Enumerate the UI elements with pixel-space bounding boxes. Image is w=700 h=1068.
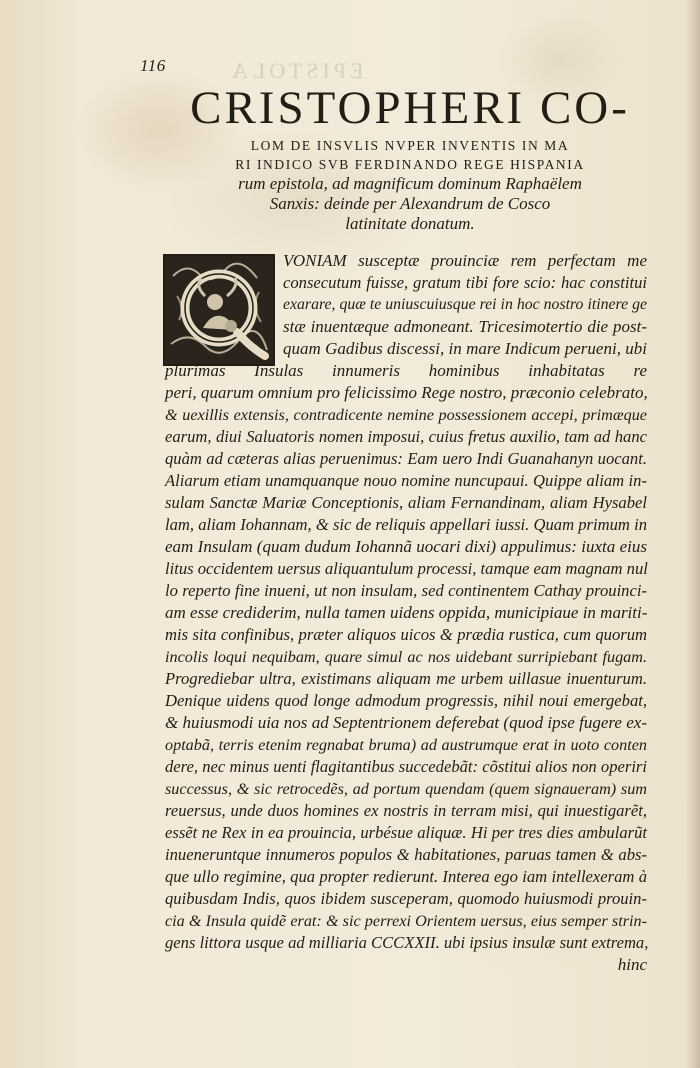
- text-line: cia & Insula quidẽ erat: & sic perrexi Orientem uersus, eius semper strin-: [165, 912, 647, 930]
- title-smallcaps-line: RI INDICO SVB FERDINANDO REGE HISPANIA: [235, 157, 585, 172]
- text-line: mis sita confinibus, præter aliquos uicos & prædia rustica, cum quorum: [165, 625, 647, 644]
- text-line: VONIAM susceptæ prouinciæ rem perfectam me: [283, 251, 647, 270]
- title-italic-line: latinitate donatum.: [345, 214, 475, 233]
- decorated-initial-q-woodcut: [163, 254, 275, 366]
- text-line: dere, nec minus uenti flagitantibus succedebãt: cõstitui alios non operiri: [165, 757, 647, 776]
- text-line: quàm ad cæteras alias peruenimus: Eam uero Indi Guanahanyn uocant.: [165, 449, 647, 468]
- text-line: successus, & sic retrocedẽs, ad portum quendam (quem signaueram) sum: [165, 780, 647, 798]
- text-line: & huiusmodi uia nos ad Septentrionem deferebat (quod ipse fugere ex-: [165, 713, 647, 732]
- text-line: & uexillis extensis, contradicente nemine possessionem accepi, primæque: [165, 406, 647, 424]
- catchword: hinc: [617, 955, 647, 974]
- text-line: sulam Sanctæ Mariæ Conceptionis, aliam Fernandinam, aliam Hysabel: [165, 493, 647, 512]
- page-number: 116: [140, 56, 166, 75]
- bleed-through-heading: EPISTOLA: [228, 58, 364, 83]
- text-line: quibusdam Indis, quos ibidem susceperam, quomodo huiusmodi prouin-: [165, 889, 647, 908]
- text-line: inueneruntque innumeros populos & habitationes, paruas tamen & abs-: [165, 845, 647, 864]
- text-line: optabã, terris etenim regnabat bruma) ad austrumque erat in uoto conten: [165, 736, 647, 754]
- text-line: Denique uidens quod longe admodum progressis, nihil noui emergebat,: [165, 691, 647, 710]
- title-italic-line: rum epistola, ad magnificum dominum Raphaëlem: [238, 174, 582, 193]
- text-line: reuersus, unde duos homines ex nostris in terram misi, qui inuestigarẽt,: [165, 801, 647, 820]
- text-line: Aliarum etiam unamquanque nouo nomine nuncupaui. Quippe aliam in-: [165, 471, 647, 490]
- text-line: am esse crediderim, nulla tamen uidens oppida, municipiaue in mariti-: [165, 603, 648, 622]
- text-line: plurimas Insulas innumeris hominibus inhabitatas re: [165, 361, 647, 380]
- text-line: stæ inuentæque admoneant. Tricesimotertio die post-: [283, 317, 647, 336]
- text-line: peri, quarum omnium pro felicissimo Rege nostro, præconio celebrato,: [165, 383, 648, 402]
- title-smallcaps-line: LOM DE INSVLIS NVPER INVENTIS IN MA: [250, 138, 570, 153]
- text-line: litus occidentem uersus aliquantulum processi, tamque eam magnam nul: [165, 559, 648, 578]
- text-line: incolis loqui nequibam, quare simul ac nos uidebant surripiebant fugam.: [165, 648, 647, 666]
- text-line: Progrediebar ultra, existimans aliquam me urbem uillasue inuenturum.: [165, 669, 647, 688]
- text-line: lam, aliam Iohannam, & sic de reliquis appellari iussi. Quam primum in: [165, 515, 647, 534]
- text-line: consecutum fuisse, gratum tibi fore scio: hac constitui: [283, 273, 647, 292]
- page-gutter-shadow: [686, 0, 700, 1068]
- text-line: que ullo regimine, qua propter redierunt. Interea ego iam intellexeram à: [165, 867, 647, 886]
- text-line: exarare, quæ te uniuscuiusque rei in hoc nostro itinere ge: [283, 296, 647, 313]
- text-line: essẽt ne Rex in ea prouincia, urbésue aliquæ. Hi per tres dies ambularũt: [165, 823, 647, 842]
- text-line: eam Insulam (quam dudum Iohannã uocari dixi) appulimus: iuxta eius: [165, 537, 647, 556]
- text-line: earum, diui Saluatoris nomen imposui, cuius fretus auxilio, tam ad hanc: [165, 427, 647, 446]
- text-line: lo reperto fine inueni, ut non insulam, sed continentem Cathay prouinci-: [165, 581, 647, 600]
- text-line: gens littora usque ad milliaria CCCXXII. ubi ipsius insulæ sunt extrema,: [165, 933, 649, 952]
- title-italic-line: Sanxis: deinde per Alexandrum de Cosco: [269, 194, 551, 213]
- text-line: quam Gadibus discessi, in mare Indicum perueni, ubi: [283, 339, 647, 358]
- title-main: CRISTOPHERI CO-: [190, 82, 630, 134]
- title-block: [160, 80, 660, 234]
